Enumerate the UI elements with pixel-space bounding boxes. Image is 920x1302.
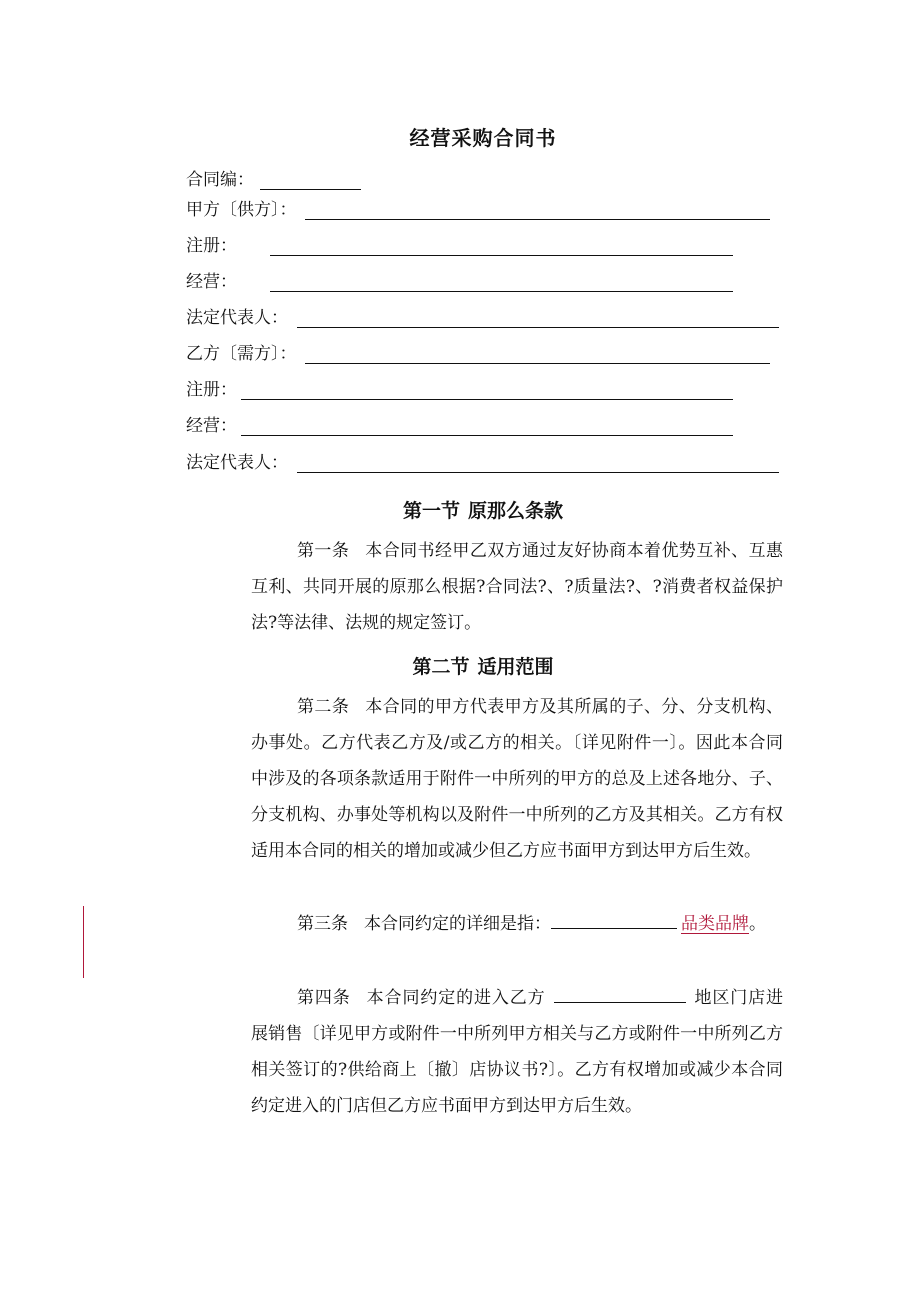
article-1-label: 第一条 [297,541,350,561]
article-3-text: 本合同约定的详细是指： [364,914,551,934]
party-a-business-label: 经营： [186,272,237,292]
article-2-label: 第二条 [297,697,350,717]
article-4-text-2: 地区门店进展销售〔详见甲方或附件一中所列甲方相关与乙方或附件一中所列乙方相关签订的?供给商上〔撤〕店协议书?〕。乙方有权增加或减少本合同约定进入的门店但乙方应书面甲方到达甲方后生效。 [251,988,784,1116]
party-a-blank[interactable] [305,219,770,220]
party-b-business-label: 经营： [186,416,237,436]
section-1-number: 第一节 [402,500,460,522]
party-a-business-blank[interactable] [270,291,733,292]
section-2-heading [0,652,920,679]
article-4 [251,980,783,1124]
party-b-register-label: 注册： [186,380,237,400]
party-b-representative-blank[interactable] [297,472,779,473]
party-b-business-blank[interactable] [241,435,733,436]
party-b-register-field [186,378,746,402]
contract-number-label: 合同编： [186,170,254,190]
article-4-blank[interactable] [554,984,686,1003]
party-b-field [186,342,776,366]
party-a-register-blank[interactable] [270,255,733,256]
party-a-representative-field [186,306,786,330]
party-a-business-field [186,270,746,294]
section-2-name: 适用范围 [477,656,554,678]
section-2-number: 第二节 [412,656,470,678]
party-b-register-blank[interactable] [241,399,733,400]
article-3-revised-text: 品类品牌 [681,914,749,934]
article-4-label: 第四条 [297,988,351,1008]
party-b-label: 乙方〔需方〕： [186,344,297,364]
article-3-label: 第三条 [297,914,348,934]
article-1-text: 本合同书经甲乙双方通过友好协商本着优势互补、互惠互利、共同开展的原那么根据?合同法?、?质量法?、?消费者权益保护法?等法律、法规的规定签订。 [251,541,784,633]
article-4-text-1: 本合同约定的进入乙方 [366,988,546,1008]
article-3-end: 。 [749,914,766,934]
article-2 [251,689,783,869]
party-a-label: 甲方〔供方〕： [186,200,297,220]
party-a-field [186,198,776,222]
party-a-representative-blank[interactable] [297,327,779,328]
article-3 [251,906,783,942]
article-1 [251,533,783,641]
document-title: 经营采购合同书 [409,126,557,150]
article-2-text: 本合同的甲方代表甲方及其所属的子、分、分支机构、办事处。乙方代表乙方及/或乙方的相关。〔详见附件一〕。因此本合同中涉及的各项条款适用于附件一中所列的甲方的总及上述各地分、子、分支机构、办事处等机构以及附件一中所列的乙方及其相关。乙方有权适用本合同的相关的增加或减少但乙方应书面甲方到达甲方后生效。 [251,697,784,861]
contract-number-field [186,168,386,192]
party-b-representative-field [186,451,786,475]
revision-bar [83,906,84,978]
section-1-name: 原那么条款 [468,500,564,522]
party-a-register-label: 注册： [186,236,237,256]
party-a-representative-label: 法定代表人： [186,308,288,328]
article-3-blank[interactable] [551,910,677,929]
party-b-representative-label: 法定代表人： [186,453,288,473]
party-b-blank[interactable] [305,363,770,364]
contract-number-blank[interactable] [260,189,361,190]
section-1-heading [0,496,920,523]
party-b-business-field [186,414,746,438]
party-a-register-field [186,234,746,258]
